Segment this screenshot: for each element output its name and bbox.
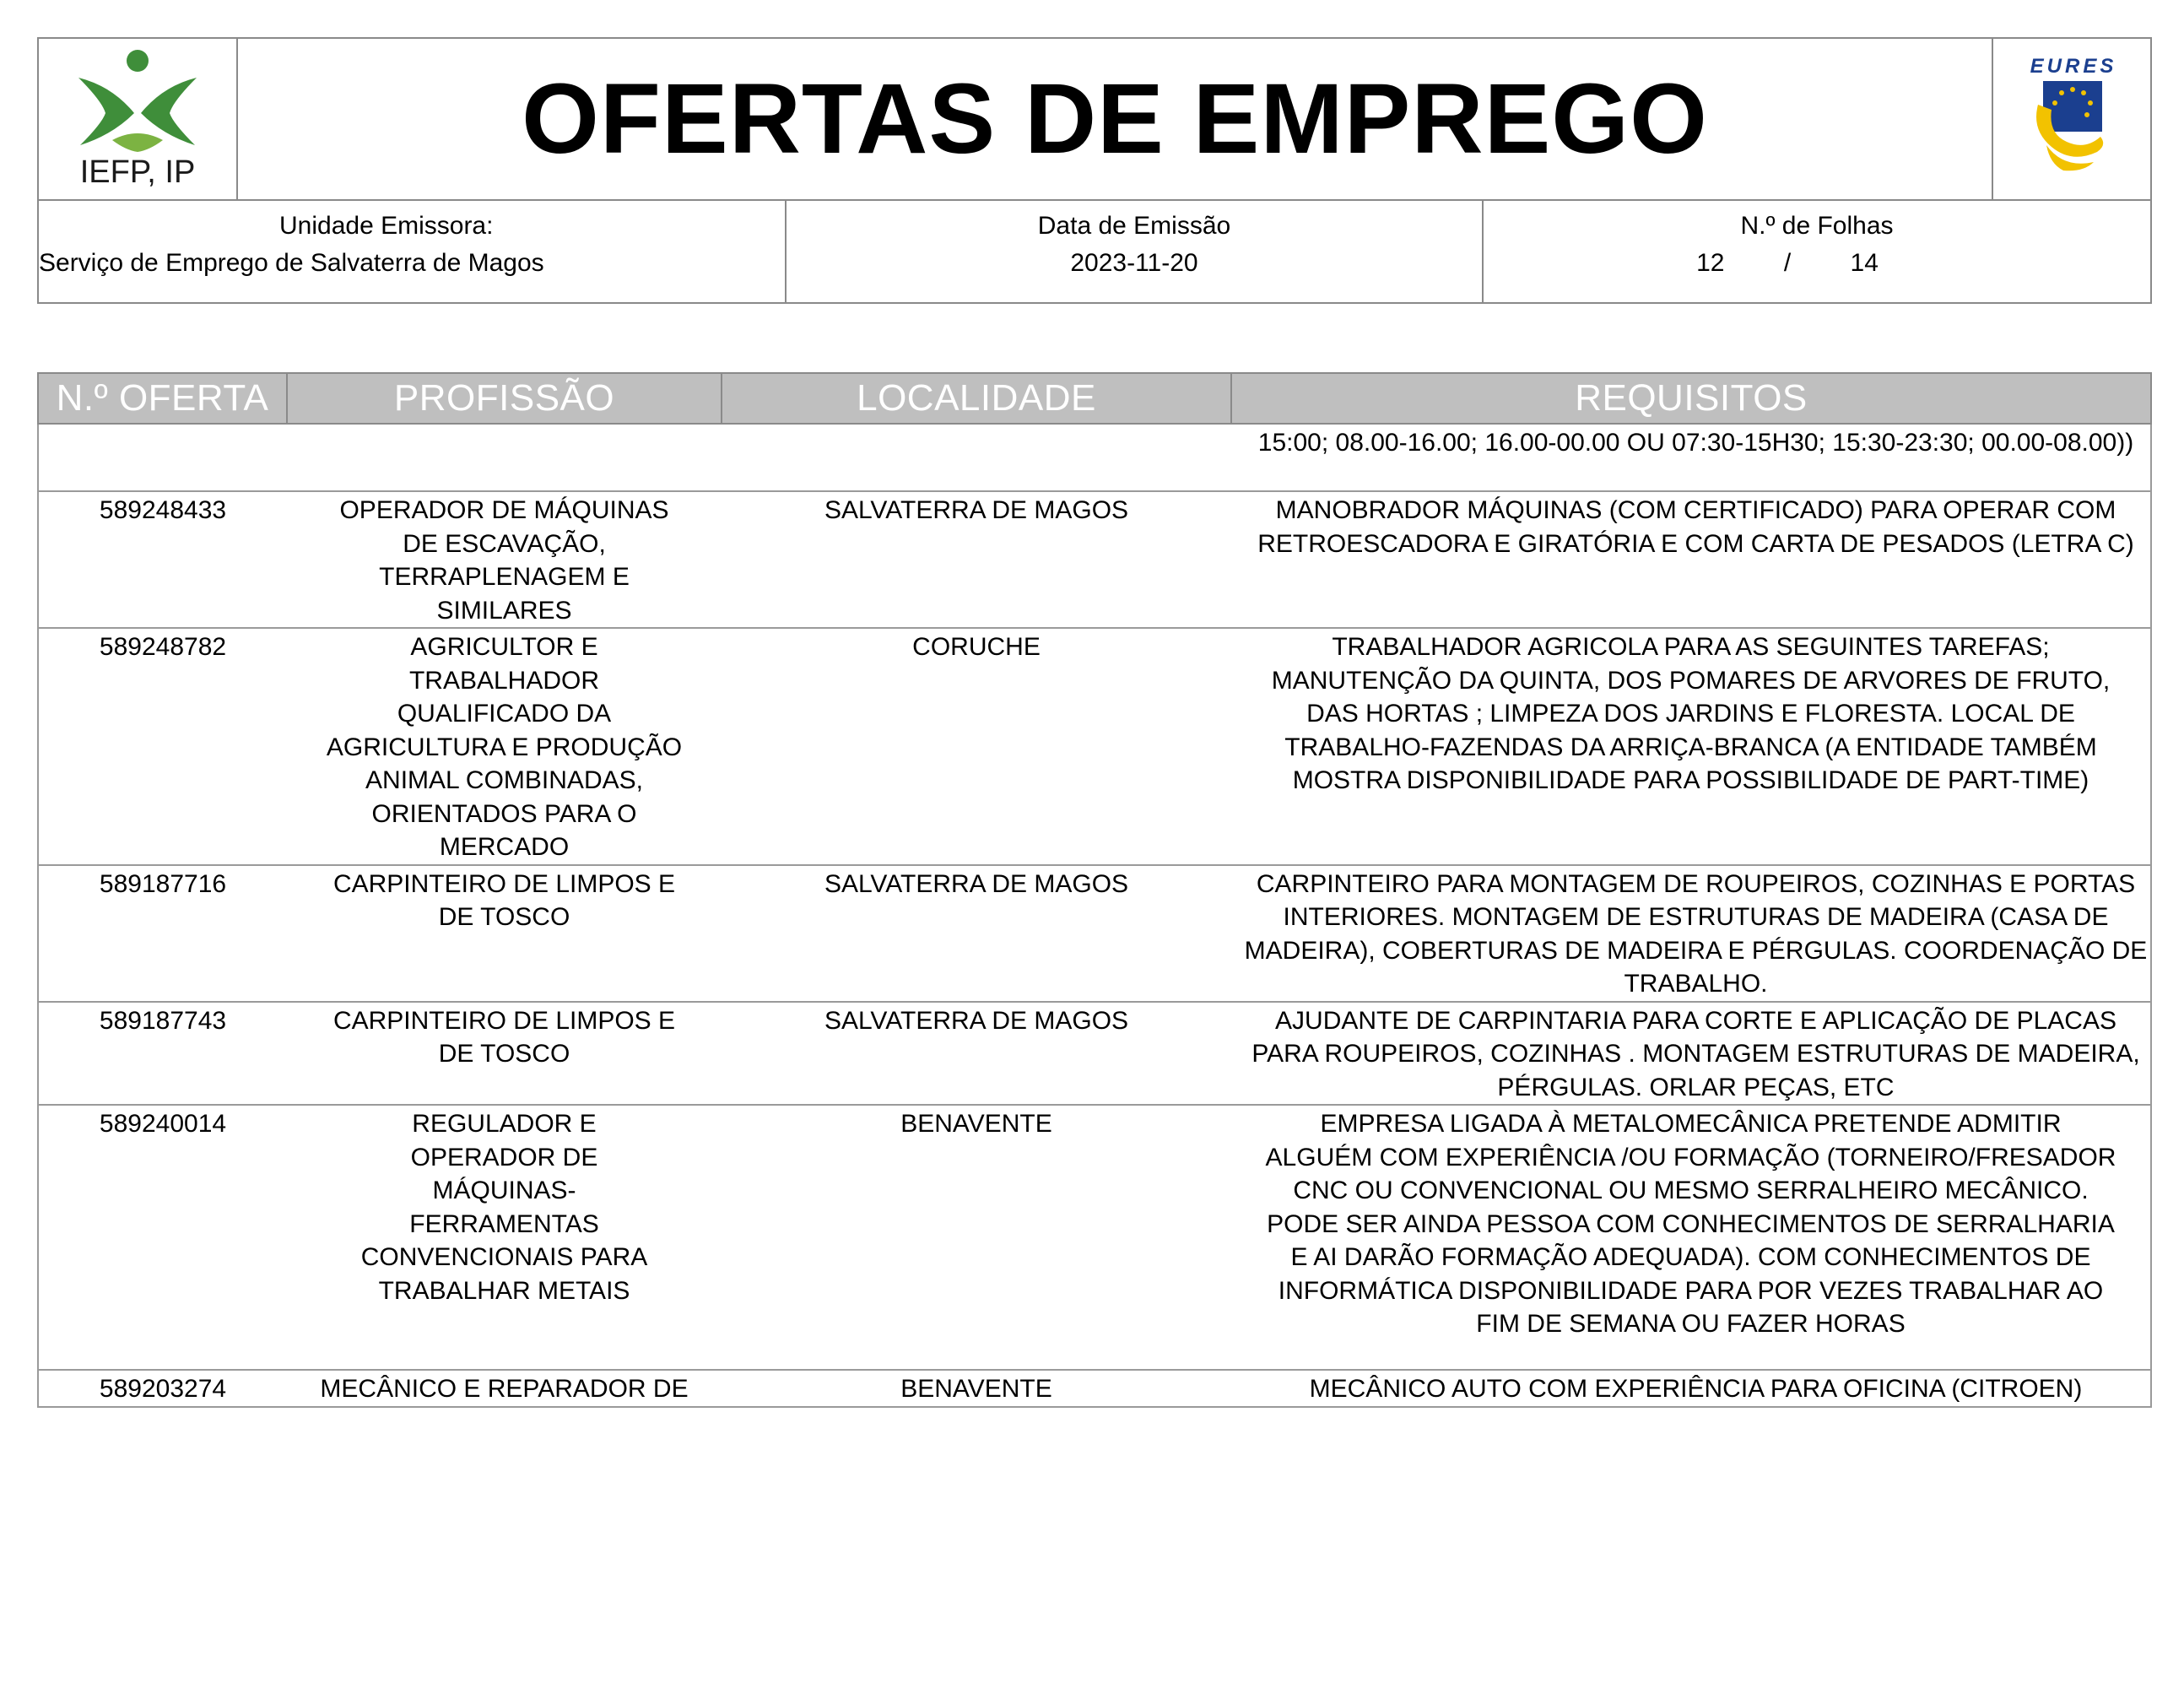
unidade-value: Serviço de Emprego de Salvaterra de Magos <box>39 249 544 277</box>
offer-id: 589187716 <box>38 865 287 1002</box>
offer-requisitos: MECÂNICO AUTO COM EXPERIÊNCIA PARA OFICINA (CITROEN) <box>1231 1370 2151 1407</box>
offer-localidade: SALVATERRA DE MAGOS <box>722 1002 1231 1106</box>
offer-id: 589248782 <box>38 628 287 865</box>
data-emissao <box>786 200 1483 303</box>
offer-localidade: SALVATERRA DE MAGOS <box>722 491 1231 628</box>
table-row <box>38 1002 2151 1106</box>
offer-profissao: MECÂNICO E REPARADOR DE <box>287 1370 722 1407</box>
offer-requisitos: 15:00; 08.00-16.00; 16.00-00.00 OU 07:30-15H30; 15:30-23:30; 00.00-08.00)) <box>1231 424 2151 491</box>
offer-profissao: CARPINTEIRO DE LIMPOS E DE TOSCO <box>287 865 722 1002</box>
folhas-total: 14 <box>1850 249 1879 277</box>
svg-text:IEFP, IP: IEFP, IP <box>79 154 196 189</box>
offer-profissao: OPERADOR DE MÁQUINAS DE ESCAVAÇÃO, TERRAPLENAGEM E SIMILARES <box>287 491 722 628</box>
offer-localidade: BENAVENTE <box>722 1370 1231 1407</box>
table-row <box>38 1370 2151 1407</box>
table-row <box>38 424 2151 491</box>
offer-id: 589240014 <box>38 1105 287 1370</box>
offer-requisitos: EMPRESA LIGADA À METALOMECÂNICA PRETENDE ADMITIR ALGUÉM COM EXPERIÊNCIA /OU FORMAÇÃO (TORNEIRO/FRESADOR CNC OU CONVENCIONAL OU MESMO SERRALHEIRO MECÂNICO. PODE SER AINDA PESSOA COM CONHECIMENTOS DE SERRALHARIA E AI DARÃO FORMAÇÃO ADEQUADA). COM CONHECIMENTOS DE INFORMÁTICA DISPONIBILIDADE PARA POR VEZES TRABALHAR AO FIM DE SEMANA OU FAZER HORAS <box>1231 1105 2151 1370</box>
folhas-separator: / <box>1783 249 1792 277</box>
col-header-profissao: PROFISSÃO <box>287 373 722 424</box>
table-row <box>38 865 2151 1002</box>
offers-table <box>37 372 2152 1408</box>
offer-localidade: BENAVENTE <box>722 1105 1231 1370</box>
iefp-logo <box>38 38 237 200</box>
offer-profissao: REGULADOR E OPERADOR DE MÁQUINAS-FERRAMENTAS CONVENCIONAIS PARA TRABALHAR METAIS <box>287 1105 722 1370</box>
offer-id: 589248433 <box>38 491 287 628</box>
offer-requisitos: TRABALHADOR AGRICOLA PARA AS SEGUINTES TAREFAS; MANUTENÇÃO DA QUINTA, DOS POMARES DE ARVORES DE FRUTO, DAS HORTAS ; LIMPEZA DOS JARDINS E FLORESTA. LOCAL DE TRABALHO-FAZENDAS DA ARRIÇA-BRANCA (A ENTIDADE TAMBÉM MOSTRA DISPONIBILIDADE PARA POSSIBILIDADE DE PART-TIME) <box>1231 628 2151 865</box>
offer-localidade: CORUCHE <box>722 628 1231 865</box>
unidade-label: Unidade Emissora: <box>279 212 494 240</box>
offer-profissao <box>287 424 722 491</box>
offer-localidade <box>722 424 1231 491</box>
table-row <box>38 1105 2151 1370</box>
table-row <box>38 628 2151 865</box>
eures-logo <box>1992 38 2151 200</box>
offer-requisitos: CARPINTEIRO PARA MONTAGEM DE ROUPEIROS, COZINHAS E PORTAS INTERIORES. MONTAGEM DE ESTRUTURAS DE MADEIRA (CASA DE MADEIRA), COBERTURAS DE MADEIRA E PÉRGULAS. COORDENAÇÃO DE TRABALHO. <box>1231 865 2151 1002</box>
offer-id: 589187743 <box>38 1002 287 1106</box>
folhas-count <box>1696 245 1879 282</box>
offer-requisitos: MANOBRADOR MÁQUINAS (COM CERTIFICADO) PARA OPERAR COM RETROESCADORA E GIRATÓRIA E COM CARTA DE PESADOS (LETRA C) <box>1231 491 2151 628</box>
offer-id: 589203274 <box>38 1370 287 1407</box>
table-row <box>38 491 2151 628</box>
unidade-emissora <box>38 200 786 303</box>
offer-profissao: CARPINTEIRO DE LIMPOS E DE TOSCO <box>287 1002 722 1106</box>
folhas-label: N.º de Folhas <box>1740 212 1894 240</box>
offer-id <box>38 424 287 491</box>
iefp-logo-icon <box>62 46 214 189</box>
data-value: 2023-11-20 <box>1070 249 1198 277</box>
offer-requisitos: AJUDANTE DE CARPINTARIA PARA CORTE E APLICAÇÃO DE PLACAS PARA ROUPEIROS, COZINHAS . MONTAGEM ESTRUTURAS DE MADEIRA, PÉRGULAS. ORLAR PEÇAS, ETC <box>1231 1002 2151 1106</box>
offer-localidade: SALVATERRA DE MAGOS <box>722 865 1231 1002</box>
col-header-localidade: LOCALIDADE <box>722 373 1231 424</box>
page-title: OFERTAS DE EMPREGO <box>237 38 1992 200</box>
numero-folhas <box>1483 200 2151 303</box>
table-header-row <box>38 373 2151 424</box>
svg-text:EURES: EURES <box>2030 54 2117 78</box>
offer-profissao: AGRICULTOR E TRABALHADOR QUALIFICADO DA AGRICULTURA E PRODUÇÃO ANIMAL COMBINADAS, ORIENTADOS PARA O MERCADO <box>287 628 722 865</box>
folhas-current: 12 <box>1696 249 1725 277</box>
col-header-oferta: N.º OFERTA <box>38 373 287 424</box>
document-header <box>37 37 2152 304</box>
data-label: Data de Emissão <box>1037 212 1231 240</box>
eures-logo-icon <box>2013 46 2131 189</box>
col-header-requisitos: REQUISITOS <box>1231 373 2151 424</box>
